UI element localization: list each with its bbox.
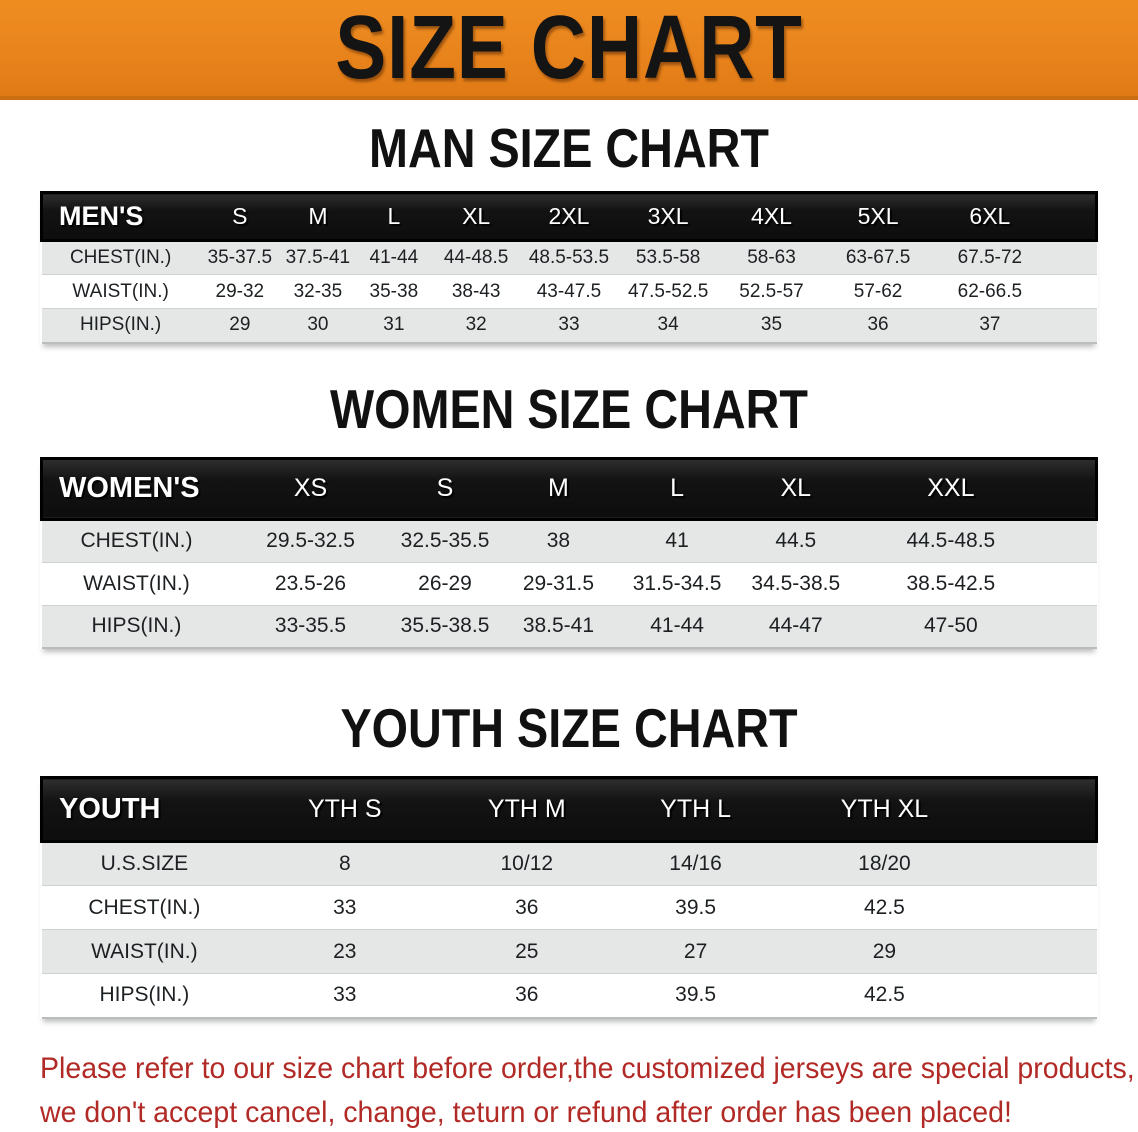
women-row-spacer	[1048, 562, 1097, 605]
size-value-cell: 29-32	[200, 275, 280, 309]
size-value-cell: 31	[356, 309, 432, 343]
size-value-cell: 53.5-58	[617, 241, 718, 275]
youth-measurement-row	[42, 886, 1097, 930]
size-value-cell: 35-37.5	[200, 241, 280, 275]
women-measurement-row	[42, 562, 1097, 605]
row-label: HIPS(IN.)	[42, 605, 232, 648]
women-column-header: XS	[231, 458, 389, 519]
section-youth	[40, 697, 1098, 1019]
size-value-cell: 36	[824, 309, 932, 343]
size-value-cell: 41-44	[356, 241, 432, 275]
size-value-cell: 8	[247, 842, 442, 886]
men-header-row	[42, 193, 1097, 241]
size-value-cell: 67.5-72	[932, 241, 1048, 275]
disclaimer	[0, 1047, 1138, 1132]
men-table-title: MEN'S	[42, 193, 200, 241]
men-column-header: XL	[432, 193, 521, 241]
disclaimer-line-1: Please refer to our size chart before order,the customized jerseys are special products,	[40, 1051, 1135, 1085]
size-value-cell: 33-35.5	[231, 605, 389, 648]
size-value-cell: 52.5-57	[719, 275, 825, 309]
size-value-cell: 42.5	[780, 974, 989, 1018]
row-label: WAIST(IN.)	[42, 275, 200, 309]
women-column-header: XL	[738, 458, 854, 519]
youth-section-heading: YOUTH SIZE CHART	[340, 697, 798, 759]
row-label: WAIST(IN.)	[42, 562, 232, 605]
size-value-cell: 37	[932, 309, 1048, 343]
men-column-header: L	[356, 193, 432, 241]
women-column-header: M	[500, 458, 616, 519]
size-value-cell: 29-31.5	[500, 562, 616, 605]
row-label: HIPS(IN.)	[42, 974, 248, 1018]
size-value-cell: 38.5-42.5	[854, 562, 1048, 605]
men-header-spacer	[1048, 193, 1097, 241]
row-label: WAIST(IN.)	[42, 930, 248, 974]
size-value-cell: 35-38	[356, 275, 432, 309]
women-header-row	[42, 458, 1097, 519]
size-value-cell: 44-48.5	[432, 241, 521, 275]
size-value-cell: 41-44	[616, 605, 737, 648]
men-size-table	[40, 191, 1098, 344]
men-measurement-row	[42, 241, 1097, 275]
youth-column-header: YTH XL	[780, 778, 989, 842]
men-column-header: 4XL	[719, 193, 825, 241]
size-value-cell: 23.5-26	[231, 562, 389, 605]
size-value-cell: 31.5-34.5	[616, 562, 737, 605]
women-row-spacer	[1048, 519, 1097, 562]
section-men	[40, 117, 1098, 344]
youth-measurement-row	[42, 842, 1097, 886]
men-column-header: 3XL	[617, 193, 718, 241]
men-column-header: M	[280, 193, 356, 241]
men-section-heading: MAN SIZE CHART	[369, 117, 769, 179]
size-value-cell: 43-47.5	[520, 275, 617, 309]
size-value-cell: 32-35	[280, 275, 356, 309]
row-label: HIPS(IN.)	[42, 309, 200, 343]
row-label: CHEST(IN.)	[42, 519, 232, 562]
size-value-cell: 44.5	[738, 519, 854, 562]
size-value-cell: 14/16	[611, 842, 780, 886]
size-value-cell: 29.5-32.5	[231, 519, 389, 562]
size-value-cell: 23	[247, 930, 442, 974]
men-row-spacer	[1048, 241, 1097, 275]
size-value-cell: 47.5-52.5	[617, 275, 718, 309]
size-value-cell: 38.5-41	[500, 605, 616, 648]
size-value-cell: 37.5-41	[280, 241, 356, 275]
size-value-cell: 32	[432, 309, 521, 343]
youth-row-spacer	[989, 974, 1097, 1018]
women-size-table	[40, 457, 1098, 650]
size-value-cell: 36	[442, 886, 611, 930]
youth-column-header: YTH M	[442, 778, 611, 842]
banner	[0, 0, 1138, 100]
size-value-cell: 62-66.5	[932, 275, 1048, 309]
women-measurement-row	[42, 519, 1097, 562]
youth-row-spacer	[989, 842, 1097, 886]
size-value-cell: 33	[247, 886, 442, 930]
size-value-cell: 27	[611, 930, 780, 974]
youth-measurement-row	[42, 974, 1097, 1018]
youth-row-spacer	[989, 886, 1097, 930]
size-value-cell: 63-67.5	[824, 241, 932, 275]
men-column-header: 2XL	[520, 193, 617, 241]
size-value-cell: 29	[780, 930, 989, 974]
size-value-cell: 42.5	[780, 886, 989, 930]
size-value-cell: 39.5	[611, 974, 780, 1018]
size-value-cell: 47-50	[854, 605, 1048, 648]
size-value-cell: 26-29	[390, 562, 501, 605]
youth-header-spacer	[989, 778, 1097, 842]
youth-column-header: YTH L	[611, 778, 780, 842]
row-label: U.S.SIZE	[42, 842, 248, 886]
size-value-cell: 10/12	[442, 842, 611, 886]
youth-size-table	[40, 776, 1098, 1019]
youth-row-spacer	[989, 930, 1097, 974]
women-section-heading: WOMEN SIZE CHART	[330, 377, 808, 440]
size-value-cell: 41	[616, 519, 737, 562]
size-value-cell: 29	[200, 309, 280, 343]
men-measurement-row	[42, 309, 1097, 343]
size-chart-content	[0, 117, 1138, 1019]
size-value-cell: 36	[442, 974, 611, 1018]
men-measurement-row	[42, 275, 1097, 309]
size-value-cell: 32.5-35.5	[390, 519, 501, 562]
size-value-cell: 33	[520, 309, 617, 343]
size-value-cell: 39.5	[611, 886, 780, 930]
size-value-cell: 38	[500, 519, 616, 562]
disclaimer-line-2: we don't accept cancel, change, teturn or refund after order has been placed!	[40, 1095, 1012, 1129]
size-value-cell: 58-63	[719, 241, 825, 275]
size-value-cell: 44.5-48.5	[854, 519, 1048, 562]
size-value-cell: 44-47	[738, 605, 854, 648]
row-label: CHEST(IN.)	[42, 886, 248, 930]
men-row-spacer	[1048, 309, 1097, 343]
men-row-spacer	[1048, 275, 1097, 309]
women-measurement-row	[42, 605, 1097, 648]
size-value-cell: 30	[280, 309, 356, 343]
men-column-header: S	[200, 193, 280, 241]
size-value-cell: 35	[719, 309, 825, 343]
row-label: CHEST(IN.)	[42, 241, 200, 275]
women-column-header: XXL	[854, 458, 1048, 519]
women-table-title: WOMEN'S	[42, 458, 232, 519]
size-value-cell: 38-43	[432, 275, 521, 309]
size-value-cell: 57-62	[824, 275, 932, 309]
men-column-header: 6XL	[932, 193, 1048, 241]
size-value-cell: 34.5-38.5	[738, 562, 854, 605]
men-column-header: 5XL	[824, 193, 932, 241]
size-value-cell: 25	[442, 930, 611, 974]
size-value-cell: 33	[247, 974, 442, 1018]
women-row-spacer	[1048, 605, 1097, 648]
youth-header-row	[42, 778, 1097, 842]
size-value-cell: 35.5-38.5	[390, 605, 501, 648]
section-women	[40, 377, 1098, 650]
women-column-header: L	[616, 458, 737, 519]
women-header-spacer	[1048, 458, 1097, 519]
youth-measurement-row	[42, 930, 1097, 974]
women-column-header: S	[390, 458, 501, 519]
youth-table-title: YOUTH	[42, 778, 248, 842]
youth-column-header: YTH S	[247, 778, 442, 842]
size-value-cell: 48.5-53.5	[520, 241, 617, 275]
size-value-cell: 18/20	[780, 842, 989, 886]
size-value-cell: 34	[617, 309, 718, 343]
page-title: SIZE CHART	[335, 0, 803, 98]
